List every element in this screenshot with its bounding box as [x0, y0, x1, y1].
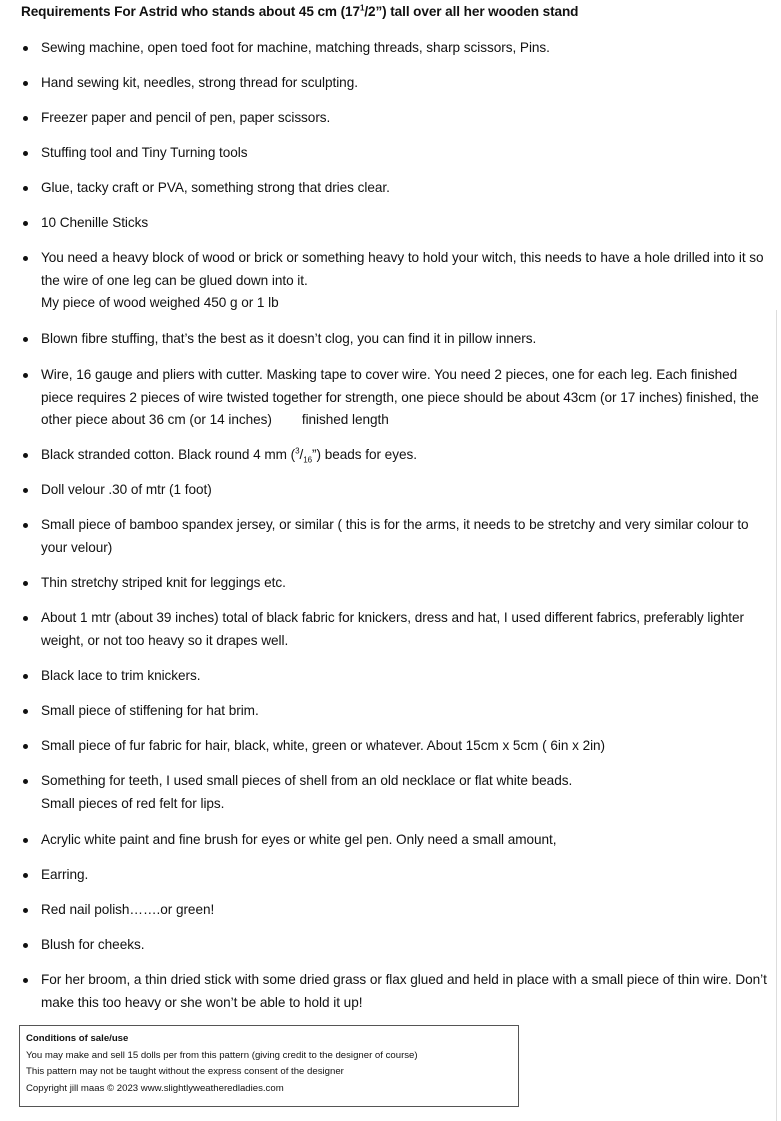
list-item: For her broom, a thin dried stick with some dried grass or flax glued and held in place with a small piece of thin wire. Don’t make this too heavy or she won’t be able to hold it up!: [41, 969, 771, 1014]
copyright-line: Copyright jill maas © 2023 www.slightlyweatheredladies.com: [26, 1082, 284, 1094]
title-superscript: 1: [359, 3, 365, 13]
conditions-box: [19, 1025, 519, 1107]
bullet-icon: [23, 46, 28, 51]
title-suffix: /2”) tall over all her wooden stand: [364, 4, 579, 19]
list-item: You need a heavy block of wood or brick or something heavy to hold your witch, this needs to have a hole drilled into it so the wire of one leg can be glued down into it. My piece of wood weighed 450 g or 1 lb: [41, 247, 771, 315]
list-item: Wire, 16 gauge and pliers with cutter. Masking tape to cover wire. You need 2 pieces, one for each leg. Each finished piece requires 2 pieces of wire twisted together for strength, one piece should be about 43cm (or 17 inches) finished, the other piece about 36 cm (or 14 inches) finished length: [41, 364, 771, 432]
list-item: Acrylic white paint and fine brush for eyes or white gel pen. Only need a small amount,: [41, 829, 771, 852]
list-item: Doll velour .30 of mtr (1 foot): [41, 479, 771, 502]
list-item: Hand sewing kit, needles, strong thread for sculpting.: [41, 72, 771, 95]
bullet-icon: [23, 873, 28, 878]
list-item: Freezer paper and pencil of pen, paper scissors.: [41, 107, 771, 130]
bullet-icon: [23, 523, 28, 528]
bullet-icon: [23, 744, 28, 749]
list-item: Black lace to trim knickers.: [41, 665, 771, 688]
list-item: Small piece of bamboo spandex jersey, or similar ( this is for the arms, it needs to be stretchy and very similar colour to your velour): [41, 514, 771, 559]
bullet-icon: [23, 337, 28, 342]
conditions-heading: Conditions of sale/use: [26, 1033, 129, 1044]
list-item: 10 Chenille Sticks: [41, 212, 771, 235]
list-item: Something for teeth, I used small pieces of shell from an old necklace or flat white beads. Small pieces of red felt for lips.: [41, 770, 771, 815]
list-item: Blush for cheeks.: [41, 934, 771, 957]
bullet-icon: [23, 581, 28, 586]
list-item: About 1 mtr (about 39 inches) total of black fabric for knickers, dress and hat, I used different fabrics, preferably lighter weight, or not too heavy so it drapes well.: [41, 607, 771, 652]
conditions-line: This pattern may not be taught without the express consent of the designer: [26, 1066, 344, 1077]
bullet-icon: [23, 709, 28, 714]
list-item: Glue, tacky craft or PVA, something strong that dries clear.: [41, 177, 771, 200]
title-prefix: Requirements For Astrid who stands about 45 cm (17: [21, 4, 360, 19]
bullet-icon: [23, 488, 28, 493]
list-item-continuation: Small pieces of red felt for lips.: [41, 795, 225, 811]
bullet-icon: [23, 81, 28, 86]
bullet-icon: [23, 616, 28, 621]
bullet-icon: [23, 674, 28, 679]
page-title: [21, 4, 578, 19]
list-item: Blown fibre stuffing, that’s the best as it doesn’t clog, you can find it in pillow inners.: [41, 328, 771, 351]
bullet-icon: [23, 373, 28, 378]
list-item: Sewing machine, open toed foot for machine, matching threads, sharp scissors, Pins.: [41, 37, 771, 60]
bullet-icon: [23, 779, 28, 784]
bullet-icon: [23, 453, 28, 458]
bullet-icon: [23, 116, 28, 121]
bullet-icon: [23, 221, 28, 226]
bullet-icon: [23, 908, 28, 913]
list-item: Stuffing tool and Tiny Turning tools: [41, 142, 771, 165]
bullet-icon: [23, 151, 28, 156]
page-edge-divider: [776, 310, 777, 1121]
list-item: Small piece of fur fabric for hair, black, white, green or whatever. About 15cm x 5cm ( 6in x 2in): [41, 735, 771, 758]
list-item: Small piece of stiffening for hat brim.: [41, 700, 771, 723]
list-item: Thin stretchy striped knit for leggings etc.: [41, 572, 771, 595]
bullet-icon: [23, 838, 28, 843]
bullet-icon: [23, 186, 28, 191]
list-item: Earring.: [41, 864, 771, 887]
list-item: Black stranded cotton. Black round 4 mm $(^3/_{16}”)$ beads for eyes.: [41, 444, 771, 467]
conditions-line: You may make and sell 15 dolls per from this pattern (giving credit to the designer of course): [26, 1049, 418, 1061]
list-item: Red nail polish…….or green!: [41, 899, 771, 922]
bullet-icon: [23, 256, 28, 261]
list-item-continuation: My piece of wood weighed 450 g or 1 lb: [41, 295, 279, 311]
bullet-icon: [23, 978, 28, 983]
bullet-icon: [23, 943, 28, 948]
